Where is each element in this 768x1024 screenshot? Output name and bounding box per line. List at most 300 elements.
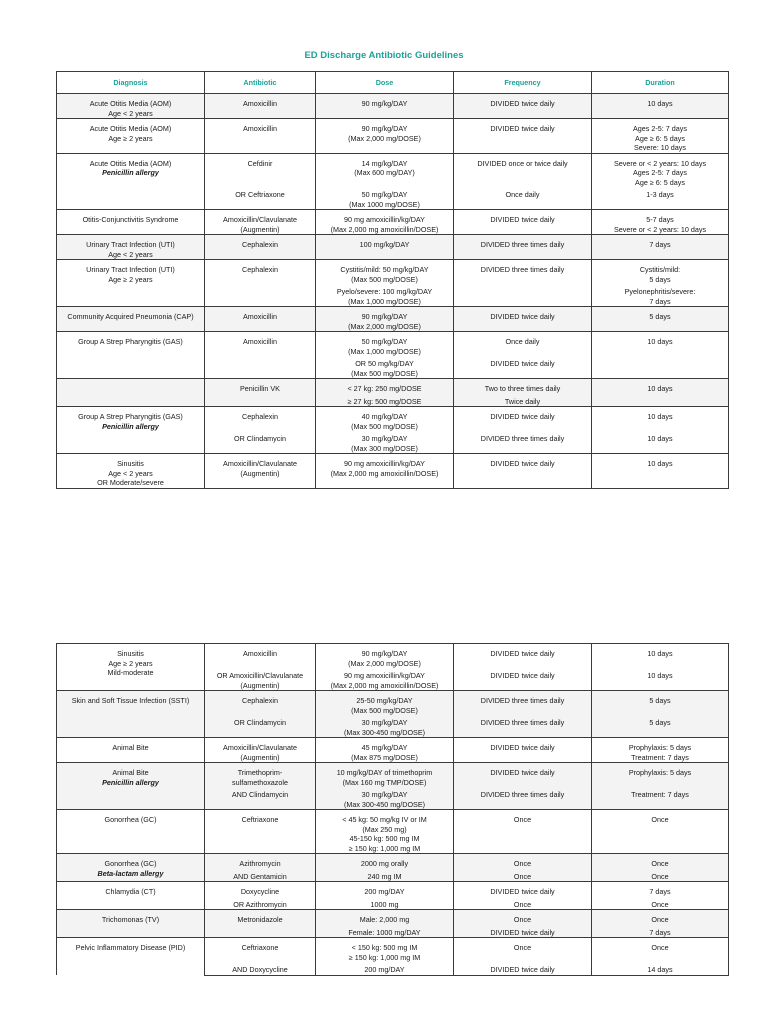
- table-row: [57, 691, 729, 716]
- duration-line: 5-7 days: [646, 215, 674, 224]
- antibiotic-cell: [205, 235, 316, 260]
- duration-cell: [592, 454, 729, 489]
- table-row: [57, 810, 729, 854]
- dose-cell: [316, 260, 454, 285]
- diagnosis-cell: [57, 332, 205, 379]
- duration-line: 5 days: [649, 274, 671, 284]
- antibiotic-line: OR Amoxicillin/Clavulanate: [216, 671, 304, 680]
- diagnosis-line: Gonorrhea (GC): [104, 815, 157, 824]
- dose-cell: [316, 94, 454, 119]
- diagnosis-line: Community Acquired Pneumonia (CAP): [67, 312, 194, 321]
- duration-cell: [592, 210, 729, 235]
- dose-cell: [316, 715, 454, 738]
- frequency-cell: [454, 882, 592, 897]
- frequency-line: DIVIDED twice daily: [490, 359, 555, 368]
- dose-cell: [316, 454, 454, 489]
- frequency-cell: [454, 810, 592, 854]
- frequency-cell: [454, 897, 592, 910]
- diagnosis-cell: [57, 644, 205, 691]
- antibiotic-line: Amoxicillin: [243, 124, 277, 133]
- duration-line: 10 days: [647, 412, 673, 421]
- dose-line: OR 50 mg/kg/DAY: [355, 359, 414, 368]
- dose-line: 25-50 mg/kg/DAY: [356, 696, 413, 705]
- diagnosis-line: Animal Bite: [112, 768, 149, 777]
- frequency-line: DIVIDED twice daily: [490, 768, 555, 777]
- frequency-cell: [454, 210, 592, 235]
- duration-line: 7 days: [649, 240, 671, 249]
- duration-cell: [592, 715, 729, 738]
- antibiotic-line: Amoxicillin: [243, 99, 277, 108]
- antibiotic-line: Amoxicillin/Clavulanate: [223, 743, 297, 752]
- duration-line: 7 days: [649, 296, 671, 306]
- table-row: [57, 882, 729, 897]
- frequency-cell: [454, 454, 592, 489]
- dose-line: 90 mg/kg/DAY: [361, 649, 408, 658]
- antibiotic-line: Amoxicillin/Clavulanate: [223, 215, 297, 224]
- dose-line: (Max 2,000 mg amoxicillin/DOSE): [330, 468, 439, 478]
- diagnosis-line: Age ≥ 2 years: [108, 658, 153, 668]
- antibiotic-cell: [205, 668, 316, 691]
- dose-cell: [316, 332, 454, 357]
- table-row: [57, 307, 729, 332]
- duration-cell: [592, 119, 729, 154]
- frequency-line: DIVIDED three times daily: [480, 434, 565, 443]
- dose-cell: [316, 394, 454, 407]
- frequency-cell: [454, 738, 592, 763]
- dose-line: 90 mg/kg/DAY: [361, 99, 408, 108]
- dose-cell: [316, 431, 454, 454]
- dose-line: 40 mg/kg/DAY: [361, 412, 408, 421]
- duration-line: 10 days: [647, 649, 673, 658]
- diagnosis-cell: [57, 854, 205, 882]
- frequency-cell: [454, 763, 592, 788]
- dose-line: 90 mg amoxicillin/kg/DAY: [344, 215, 425, 224]
- frequency-cell: [454, 260, 592, 285]
- frequency-line: DIVIDED twice daily: [490, 99, 555, 108]
- dose-line: (Max 1,000 mg/DOSE): [348, 346, 421, 356]
- dose-cell: [316, 882, 454, 897]
- duration-cell: [592, 763, 729, 788]
- document-title: ED Discharge Antibiotic Guidelines: [304, 50, 464, 61]
- frequency-line: DIVIDED three times daily: [480, 240, 565, 249]
- duration-line: Severe or < 2 years: 10 days: [613, 158, 707, 168]
- antibiotic-cell: [205, 356, 316, 379]
- dose-cell: [316, 925, 454, 938]
- allergy-note: Penicillin allergy: [102, 168, 159, 177]
- dose-line: (Max 875 mg/DOSE): [351, 752, 418, 762]
- dose-line: (Max 2,000 mg/DOSE): [348, 133, 421, 143]
- duration-cell: [592, 307, 729, 332]
- frequency-line: DIVIDED once or twice daily: [477, 158, 568, 168]
- dose-line: 90 mg/kg/DAY: [361, 312, 408, 321]
- duration-line: 5 days: [649, 718, 671, 727]
- diagnosis-cell: [57, 882, 205, 910]
- duration-cell: [592, 356, 729, 379]
- frequency-cell: [454, 869, 592, 882]
- diagnosis-line: Mild-moderate: [107, 668, 154, 677]
- duration-cell: [592, 691, 729, 716]
- frequency-cell: [454, 431, 592, 454]
- frequency-cell: [454, 153, 592, 187]
- antibiotic-line: Amoxicillin: [243, 312, 277, 321]
- diagnosis-line: Pelvic Inflammatory Disease (PID): [75, 943, 186, 952]
- frequency-cell: [454, 332, 592, 357]
- diagnosis-cell: [57, 910, 205, 938]
- frequency-line: Once: [513, 943, 532, 952]
- antibiotic-line: OR Azithromycin: [233, 899, 287, 909]
- table-row: [57, 260, 729, 285]
- dose-cell: [316, 307, 454, 332]
- dose-line: Cystitis/mild: 50 mg/kg/DAY: [340, 265, 429, 274]
- diagnosis-cell: [57, 94, 205, 119]
- duration-line: Treatment: 7 days: [631, 752, 689, 762]
- dose-line: Female: 1000 mg/DAY: [348, 927, 421, 937]
- dose-cell: [316, 810, 454, 854]
- dose-cell: [316, 763, 454, 788]
- duration-cell: [592, 235, 729, 260]
- antibiotic-line: Ceftriaxone: [241, 815, 279, 824]
- duration-cell: [592, 394, 729, 407]
- diagnosis-line: Chlamydia (CT): [105, 887, 156, 896]
- frequency-line: DIVIDED twice daily: [490, 927, 555, 937]
- frequency-line: Once: [513, 871, 532, 881]
- duration-cell: [592, 187, 729, 210]
- dose-line: Pyelo/severe: 100 mg/kg/DAY: [336, 287, 433, 296]
- frequency-cell: [454, 910, 592, 925]
- frequency-cell: [454, 925, 592, 938]
- table-row: [57, 379, 729, 394]
- antibiotic-cell: [205, 94, 316, 119]
- frequency-line: DIVIDED three times daily: [480, 265, 565, 274]
- diagnosis-line: Group A Strep Pharyngitis (GAS): [78, 337, 183, 346]
- duration-cell: [592, 668, 729, 691]
- duration-line: 10 days: [647, 671, 673, 680]
- antibiotic-cell: [205, 962, 316, 975]
- dose-cell: [316, 854, 454, 869]
- frequency-line: DIVIDED twice daily: [490, 312, 555, 321]
- duration-line: 14 days: [647, 965, 673, 974]
- duration-cell: [592, 925, 729, 938]
- dose-line: < 45 kg: 50 mg/kg IV or IM: [342, 815, 427, 824]
- diagnosis-line: Skin and Soft Tissue Infection (SSTI): [71, 696, 190, 705]
- table-row: [57, 119, 729, 154]
- diagnosis-cell: [57, 235, 205, 260]
- table-row: [57, 153, 729, 187]
- table-row: [57, 407, 729, 432]
- diagnosis-cell: [57, 810, 205, 854]
- antibiotic-line: Trimethoprim-: [237, 768, 283, 777]
- dose-line: 50 mg/kg/DAY: [361, 337, 408, 346]
- dose-line: (Max 2,000 mg amoxicillin/DOSE): [330, 224, 439, 234]
- guidelines-table-1-body: [57, 72, 729, 489]
- duration-cell: [592, 332, 729, 357]
- duration-line: Ages 2-5: 7 days: [633, 168, 687, 177]
- dose-line: < 150 kg: 500 mg IM: [351, 943, 418, 952]
- dose-cell: [316, 187, 454, 210]
- frequency-cell: [454, 962, 592, 975]
- dose-cell: [316, 235, 454, 260]
- dose-line: 30 mg/kg/DAY: [361, 434, 408, 443]
- dose-line: < 27 kg: 250 mg/DOSE: [347, 384, 422, 393]
- dose-cell: [316, 379, 454, 394]
- dose-cell: [316, 938, 454, 963]
- antibiotic-cell: [205, 897, 316, 910]
- dose-cell: [316, 897, 454, 910]
- dose-line: (Max 250 mg): [362, 824, 407, 834]
- diagnosis-line: Trichomonas (TV): [101, 915, 160, 924]
- table-row: [57, 763, 729, 788]
- frequency-line: Once: [513, 815, 532, 824]
- duration-line: 7 days: [649, 927, 671, 937]
- duration-line: Age ≥ 6: 5 days: [635, 133, 685, 143]
- dose-line: 1000 mg: [370, 899, 399, 909]
- table-row: [57, 235, 729, 260]
- duration-cell: [592, 644, 729, 669]
- duration-line: 10 days: [647, 459, 673, 468]
- frequency-cell: [454, 394, 592, 407]
- dose-line: 2000 mg orally: [360, 859, 409, 868]
- duration-cell: [592, 869, 729, 882]
- duration-line: Prophylaxis: 5 days: [628, 768, 692, 777]
- duration-line: Once: [651, 899, 669, 909]
- duration-line: Treatment: 7 days: [631, 790, 689, 799]
- table-row: [57, 210, 729, 235]
- dose-line: (Max 2,000 mg/DOSE): [348, 321, 421, 331]
- frequency-cell: [454, 356, 592, 379]
- dose-line: 10 mg/kg/DAY of trimethoprim: [336, 768, 433, 777]
- frequency-line: DIVIDED three times daily: [480, 696, 565, 705]
- duration-line: 5 days: [649, 312, 671, 321]
- antibiotic-cell: [205, 763, 316, 788]
- dose-cell: [316, 284, 454, 307]
- frequency-line: Once: [513, 915, 532, 924]
- table-row: [57, 332, 729, 357]
- duration-cell: [592, 787, 729, 810]
- diagnosis-line: Group A Strep Pharyngitis (GAS): [78, 412, 183, 421]
- diagnosis-line: Urinary Tract Infection (UTI): [86, 240, 175, 249]
- duration-line: 5 days: [649, 696, 671, 705]
- dose-line: (Max 1,000 mg/DOSE): [348, 296, 421, 306]
- duration-line: Once: [651, 943, 669, 952]
- antibiotic-line: (Augmentin): [240, 468, 280, 478]
- duration-line: Severe or < 2 years: 10 days: [613, 224, 707, 234]
- antibiotic-cell: [205, 284, 316, 307]
- duration-cell: [592, 962, 729, 975]
- table-row: [57, 94, 729, 119]
- frequency-line: DIVIDED twice daily: [490, 965, 555, 974]
- guidelines-table-2-body: [57, 644, 729, 976]
- diagnosis-line: Acute Otitis Media (AOM): [89, 158, 172, 168]
- duration-cell: [592, 94, 729, 119]
- antibiotic-line: Amoxicillin: [243, 649, 277, 658]
- duration-line: Prophylaxis: 5 days: [628, 743, 692, 752]
- antibiotic-cell: [205, 260, 316, 285]
- frequency-cell: [454, 854, 592, 869]
- antibiotic-cell: [205, 882, 316, 897]
- diagnosis-cell: [57, 119, 205, 154]
- frequency-cell: [454, 284, 592, 307]
- antibiotic-line: AND Clindamycin: [231, 790, 289, 799]
- diagnosis-cell: [57, 307, 205, 332]
- dose-cell: [316, 407, 454, 432]
- duration-line: 10 days: [647, 434, 673, 443]
- antibiotic-cell: [205, 787, 316, 810]
- dose-line: (Max 2,000 mg/DOSE): [348, 658, 421, 668]
- antibiotic-line: Amoxicillin/Clavulanate: [223, 459, 297, 468]
- dose-line: 30 mg/kg/DAY: [361, 790, 408, 799]
- frequency-cell: [454, 715, 592, 738]
- table-row: [57, 454, 729, 489]
- table-row: [57, 644, 729, 669]
- frequency-cell: [454, 187, 592, 210]
- antibiotic-line: Cephalexin: [242, 412, 278, 421]
- column-header-frequency: Frequency: [454, 72, 592, 94]
- duration-cell: [592, 897, 729, 910]
- antibiotic-cell: [205, 715, 316, 738]
- duration-cell: [592, 738, 729, 763]
- frequency-line: DIVIDED three times daily: [480, 790, 565, 799]
- column-header-duration: Duration: [592, 72, 729, 94]
- dose-cell: [316, 691, 454, 716]
- duration-line: Once: [651, 915, 669, 924]
- antibiotic-line: AND Doxycycline: [232, 965, 288, 974]
- frequency-cell: [454, 235, 592, 260]
- duration-line: 10 days: [647, 384, 673, 393]
- antibiotic-line: Cephalexin: [242, 265, 278, 274]
- frequency-line: Twice daily: [504, 396, 541, 406]
- duration-line: Once: [651, 815, 669, 824]
- antibiotic-cell: [205, 925, 316, 938]
- frequency-line: DIVIDED twice daily: [490, 215, 555, 224]
- dose-line: (Max 500 mg/DOSE): [351, 421, 418, 431]
- diagnosis-cell: [57, 763, 205, 810]
- frequency-line: DIVIDED twice daily: [490, 459, 555, 468]
- frequency-cell: [454, 668, 592, 691]
- dose-line: (Max 300-450 mg/DOSE): [343, 799, 426, 809]
- frequency-line: DIVIDED twice daily: [490, 124, 555, 133]
- column-header-diagnosis: Diagnosis: [57, 72, 205, 94]
- antibiotic-cell: [205, 153, 316, 187]
- antibiotic-cell: [205, 210, 316, 235]
- dose-cell: [316, 738, 454, 763]
- dose-line: (Max 300 mg/DOSE): [351, 443, 418, 453]
- diagnosis-line: Age ≥ 2 years: [108, 133, 153, 143]
- antibiotic-cell: [205, 910, 316, 925]
- dose-cell: [316, 910, 454, 925]
- antibiotic-cell: [205, 854, 316, 869]
- diagnosis-cell: [57, 153, 205, 210]
- antibiotic-line: Penicillin VK: [240, 384, 280, 393]
- duration-cell: [592, 153, 729, 187]
- dose-line: (Max 500 mg/DOSE): [351, 368, 418, 378]
- antibiotic-line: Cefdinir: [247, 158, 273, 168]
- diagnosis-cell: [57, 407, 205, 454]
- dose-cell: [316, 119, 454, 154]
- frequency-line: Two to three times daily: [484, 384, 561, 393]
- antibiotic-cell: [205, 810, 316, 854]
- antibiotic-line: (Augmentin): [240, 680, 280, 690]
- diagnosis-line: Age < 2 years: [108, 468, 153, 478]
- diagnosis-cell: [57, 454, 205, 489]
- frequency-line: DIVIDED twice daily: [490, 671, 555, 680]
- antibiotic-line: Cephalexin: [242, 240, 278, 249]
- diagnosis-line: Sinusitis: [117, 459, 144, 468]
- antibiotic-cell: [205, 431, 316, 454]
- diagnosis-line: Age < 2 years: [108, 108, 153, 118]
- dose-cell: [316, 644, 454, 669]
- diagnosis-line: Urinary Tract Infection (UTI): [86, 265, 175, 274]
- frequency-line: DIVIDED twice daily: [490, 743, 555, 752]
- frequency-line: DIVIDED twice daily: [490, 412, 555, 421]
- duration-line: 1-3 days: [646, 190, 674, 199]
- allergy-note: Penicillin allergy: [102, 777, 159, 787]
- dose-line: (Max 2,000 mg amoxicillin/DOSE): [330, 680, 439, 690]
- frequency-line: Once daily: [505, 190, 540, 199]
- dose-line: 14 mg/kg/DAY: [361, 158, 408, 168]
- antibiotic-cell: [205, 454, 316, 489]
- frequency-line: DIVIDED twice daily: [490, 649, 555, 658]
- antibiotic-cell: [205, 307, 316, 332]
- antibiotic-line: (Augmentin): [240, 224, 280, 234]
- allergy-note: Beta-lactam allergy: [97, 868, 164, 878]
- duration-line: 10 days: [647, 337, 673, 346]
- dose-line: 200 mg/DAY: [364, 887, 405, 896]
- diagnosis-line: Sinusitis: [117, 649, 144, 658]
- antibiotic-cell: [205, 869, 316, 882]
- antibiotic-line: Azithromycin: [239, 859, 281, 868]
- antibiotic-cell: [205, 691, 316, 716]
- diagnosis-line: Acute Otitis Media (AOM): [89, 99, 172, 108]
- frequency-cell: [454, 938, 592, 963]
- diagnosis-line: OR Moderate/severe: [97, 478, 164, 487]
- guidelines-table-1: [56, 71, 729, 489]
- diagnosis-cell: [57, 379, 205, 407]
- dose-line: (Max 600 mg/DAY): [354, 168, 415, 177]
- frequency-line: Once daily: [505, 337, 540, 346]
- duration-line: 7 days: [649, 887, 671, 896]
- duration-line: Severe: 10 days: [634, 143, 686, 152]
- duration-cell: [592, 882, 729, 897]
- duration-line: Once: [651, 871, 669, 881]
- dose-line: 45-150 kg: 500 mg IM: [349, 834, 420, 843]
- table-row: [57, 938, 729, 963]
- dose-line: (Max 300-450 mg/DOSE): [343, 727, 426, 737]
- antibiotic-line: Amoxicillin: [243, 337, 277, 346]
- dose-line: 30 mg/kg/DAY: [361, 718, 408, 727]
- dose-line: 100 mg/kg/DAY: [359, 240, 410, 249]
- guidelines-table-2: [56, 643, 729, 976]
- antibiotic-cell: [205, 407, 316, 432]
- duration-line: Once: [651, 859, 669, 868]
- diagnosis-line: Acute Otitis Media (AOM): [89, 124, 172, 133]
- antibiotic-line: OR Clindamycin: [234, 718, 286, 727]
- duration-cell: [592, 284, 729, 307]
- duration-cell: [592, 379, 729, 394]
- diagnosis-line: Gonorrhea (GC): [104, 859, 157, 868]
- duration-cell: [592, 431, 729, 454]
- dose-cell: [316, 210, 454, 235]
- allergy-note: Penicillin allergy: [102, 421, 159, 431]
- dose-cell: [316, 668, 454, 691]
- table-row: [57, 854, 729, 869]
- diagnosis-line: Animal Bite: [112, 743, 149, 752]
- diagnosis-line: Age ≥ 2 years: [108, 274, 153, 284]
- dose-line: 50 mg/kg/DAY: [361, 190, 408, 199]
- frequency-cell: [454, 94, 592, 119]
- antibiotic-line: OR Clindamycin: [234, 434, 286, 443]
- antibiotic-cell: [205, 119, 316, 154]
- dose-line: (Max 1000 mg/DOSE): [349, 199, 420, 209]
